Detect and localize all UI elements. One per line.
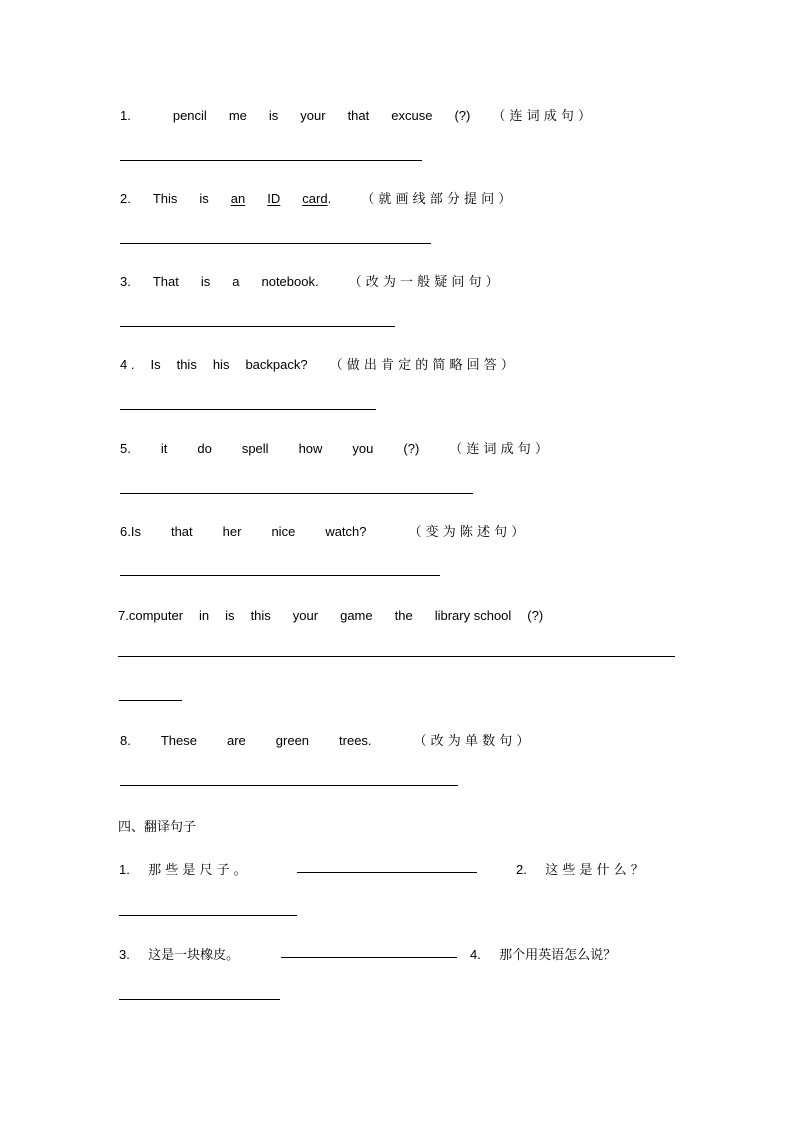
exercise-7-word-4: your (292, 608, 319, 623)
exercise-6-instruction: （ 变 为 陈 述 句 ） (408, 525, 525, 540)
exercise-4-number: 4 . (120, 357, 135, 372)
exercise-2-word-2: is (199, 191, 209, 206)
exercise-4-instruction: （ 做 出 肯 定 的 简 略 回 答 ） (329, 358, 514, 373)
exercise-6-number: 6.Is (120, 524, 141, 539)
exercise-8-number: 8. (120, 733, 131, 748)
exercise-2-underlined-phrase (231, 191, 328, 207)
translate-item-4-number: 4. (470, 947, 481, 962)
exercise-2-number: 2. (120, 191, 131, 206)
exercise-5-word-4: how (298, 441, 323, 456)
translate-item-4-text: 那个用英语怎么说？ (499, 948, 617, 963)
exercise-2-instruction: （ 就 画 线 部 分 提 问 ） (361, 192, 512, 207)
exercise-7 (118, 608, 543, 624)
exercise-3-word-1: That (152, 274, 179, 289)
translate-blank-3[interactable] (281, 957, 457, 958)
exercise-5-word-2: do (197, 441, 212, 456)
exercise-5-instruction: （ 连 词 成 句 ） (449, 442, 548, 457)
exercise-1-word-1: pencil (172, 108, 207, 123)
exercise-8-word-3: green (275, 733, 310, 748)
exercise-7-number: 7.computer (118, 608, 184, 623)
exercise-6 (120, 524, 524, 541)
exercise-8-word-4: trees. (339, 733, 372, 748)
exercise-6-word-4: watch? (325, 524, 367, 539)
exercise-2-underlined-word-3: card (302, 191, 328, 206)
translate-item-3 (119, 944, 239, 963)
exercise-3-word-3: a (232, 274, 240, 289)
translate-blank-4[interactable] (119, 999, 280, 1000)
exercise-1-word-5: that (347, 108, 370, 123)
exercise-1-word-6: excuse (391, 108, 433, 123)
exercise-8-instruction: （ 改 为 单 数 句 ） (413, 734, 530, 749)
answer-blank-6[interactable] (120, 575, 440, 576)
exercise-7-word-7: library school (434, 608, 512, 623)
exercise-1 (120, 108, 591, 125)
exercise-3-word-2: is (200, 274, 211, 289)
exercise-1-number: 1. (120, 108, 131, 123)
exercise-2-word-1: This (152, 191, 178, 206)
answer-blank-5[interactable] (120, 493, 473, 494)
translate-item-3-number: 3. (119, 947, 130, 962)
exercise-7-word-5: game (340, 608, 373, 623)
exercise-1-word-7: (?) (454, 108, 471, 123)
answer-blank-3[interactable] (120, 326, 395, 327)
translate-item-2-text: 这 些 是 什 么 ？ (545, 863, 644, 878)
exercise-2-underlined-word-1: an (230, 191, 246, 206)
section-heading-translate: 四、翻译句子 (118, 820, 197, 835)
exercise-2-underlined-word-2: ID (267, 191, 281, 206)
translate-item-1-text: 那 些 是 尺 子 。 (148, 863, 247, 878)
exercise-4-word-3: his (212, 357, 230, 372)
exercise-3-number: 3. (120, 274, 131, 289)
exercise-3 (120, 274, 499, 291)
exercise-3-word-4: notebook. (261, 274, 319, 289)
exercise-1-word-3: is (268, 108, 279, 123)
exercise-4-word-1: Is (150, 357, 161, 372)
exercise-4 (120, 357, 514, 374)
answer-blank-4[interactable] (120, 409, 376, 410)
exercise-5-word-6: (?) (403, 441, 420, 456)
translate-item-2 (516, 859, 644, 878)
translate-blank-2[interactable] (119, 915, 297, 916)
exercise-5-number: 5. (120, 441, 131, 456)
answer-blank-1[interactable] (120, 160, 422, 161)
translate-item-4 (470, 944, 616, 963)
translate-item-1-number: 1. (119, 862, 130, 877)
exercise-7-word-8: (?) (527, 608, 544, 623)
answer-blank-2[interactable] (120, 243, 431, 244)
translate-item-2-number: 2. (516, 862, 527, 877)
answer-blank-8[interactable] (120, 785, 458, 786)
exercise-6-word-1: that (170, 524, 193, 539)
exercise-1-word-2: me (228, 108, 247, 123)
exercise-5-word-5: you (352, 441, 374, 456)
exercise-1-instruction: （ 连 词 成 句 ） (492, 109, 592, 124)
exercise-5 (120, 441, 548, 458)
exercise-5-word-3: spell (241, 441, 269, 456)
exercise-4-word-2: this (176, 357, 197, 372)
translate-item-1 (119, 859, 247, 878)
translate-item-3-text: 这是一块橡皮。 (148, 948, 240, 963)
exercise-2-period: . (327, 191, 332, 206)
exercise-7-word-3: this (250, 608, 271, 623)
exercise-7-word-6: the (394, 608, 413, 623)
exercise-6-word-3: nice (271, 524, 296, 539)
exercise-5-word-1: it (160, 441, 168, 456)
exercise-7-word-2: is (225, 608, 235, 623)
exercise-4-word-4: backpack? (245, 357, 308, 372)
answer-blank-7b[interactable] (119, 700, 182, 701)
translate-blank-1[interactable] (297, 872, 477, 873)
exercise-8 (120, 733, 529, 750)
exercise-8-word-1: These (160, 733, 197, 748)
exercise-2 (120, 191, 511, 208)
exercise-7-word-1: in (199, 608, 210, 623)
exercise-3-instruction: （ 改 为 一 般 疑 问 句 ） (348, 275, 499, 290)
exercise-8-word-2: are (226, 733, 246, 748)
exercise-1-word-4: your (300, 108, 326, 123)
exercise-6-word-2: her (222, 524, 242, 539)
answer-blank-7a[interactable] (118, 656, 675, 657)
